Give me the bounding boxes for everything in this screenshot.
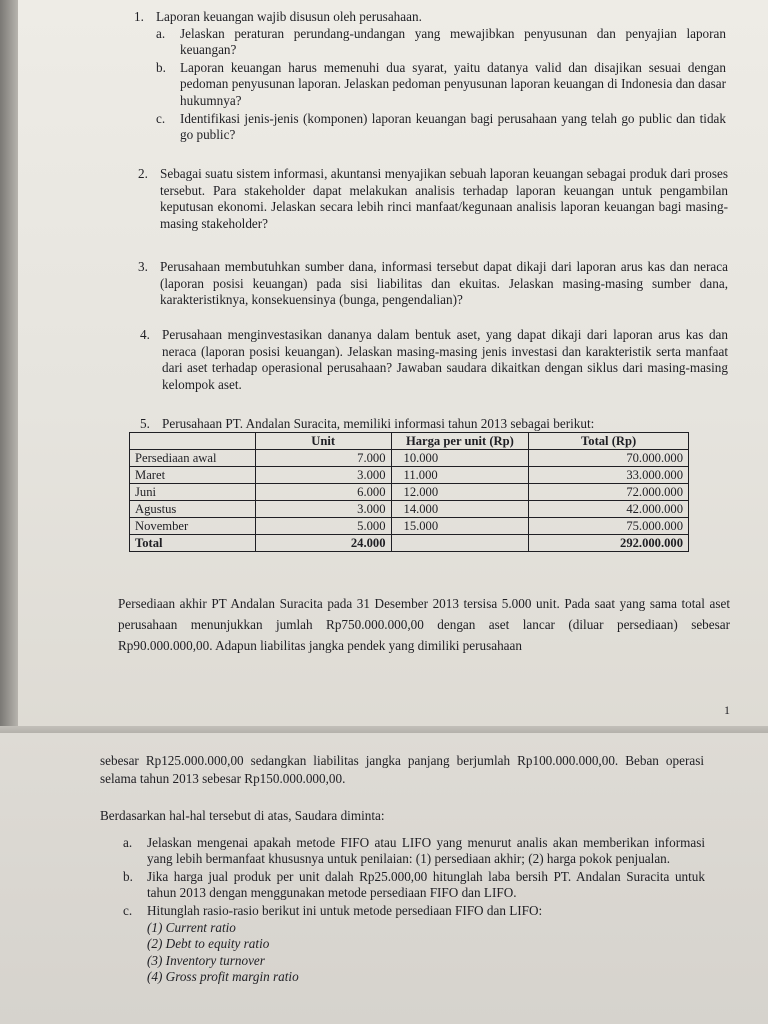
sub-label: b. (123, 868, 133, 884)
sub-text: Jelaskan peraturan perundang-undangan yang mewajibkan penyusunan dan penyajian laporan keuangan? (180, 25, 726, 58)
table-cell: 42.000.000 (529, 501, 689, 518)
ratio-item (147, 920, 705, 936)
table-cell: 7.000 (255, 450, 391, 467)
table-cell: 6.000 (255, 484, 391, 501)
table-cell: Maret (130, 467, 256, 484)
table-row (130, 501, 689, 518)
table-header: Harga per unit (Rp) (391, 433, 529, 450)
paragraph-text: Persediaan akhir PT Andalan Suracita pada 31 Desember 2013 tersisa 5.000 unit. Pada saat yang sama total aset perusahaan menunjukkan jumlah Rp750.000.000,00 dengan aset lancar (diluar persediaan) sebesar Rp90.000.000,00. Adapun liabilitas jangka pendek yang dimiliki perusahaan (118, 596, 730, 653)
question-number: 5. (140, 416, 150, 431)
sub-question-c (123, 903, 705, 919)
question-text: Sebagai suatu sistem informasi, akuntansi menyajikan sebuah laporan keuangan sebagai produk dari proses tersebut. Para stakeholder dapat melakukan analisis terhadap laporan keuangan untuk pengambilan keputusan ekonomi. Jelaskan secara lebih rinci manfaat/kegunaan analisis laporan keuangan bagi masing-masing stakeholder? (160, 166, 728, 231)
table-cell: 70.000.000 (529, 450, 689, 467)
question-5-details (118, 593, 730, 656)
instruction-prompt (100, 808, 704, 825)
table-cell: 72.000.000 (529, 484, 689, 501)
table-cell: 14.000 (391, 501, 529, 518)
sub-question-c (156, 111, 726, 144)
table-cell: 33.000.000 (529, 467, 689, 484)
table-cell: Persediaan awal (130, 450, 256, 467)
table-header-row (130, 433, 689, 450)
table-header (130, 433, 256, 450)
question-text: Perusahaan PT. Andalan Suracita, memiliki informasi tahun 2013 sebagai berikut: (162, 416, 595, 431)
question-2 (138, 166, 728, 232)
table-row (130, 450, 689, 467)
table-total-row (130, 535, 689, 552)
ratio-item (147, 969, 705, 985)
table-cell: November (130, 518, 256, 535)
table-cell (391, 535, 529, 552)
table-cell: 15.000 (391, 518, 529, 535)
ratio-text: (2) Debt to equity ratio (147, 936, 270, 952)
paragraph-text: sebesar Rp125.000.000,00 sedangkan liabilitas jangka panjang berjumlah Rp100.000.000,00. Beban operasi selama tahun 2013 sebesar Rp150.000.000,00. (100, 753, 704, 786)
sub-label: c. (123, 902, 133, 918)
table-cell: 5.000 (255, 518, 391, 535)
table-cell: Juni (130, 484, 256, 501)
table-cell: 292.000.000 (529, 535, 689, 552)
question-number: 2. (138, 166, 148, 181)
sub-text: Hitunglah rasio-rasio berikut ini untuk metode persediaan FIFO dan LIFO: (147, 902, 543, 918)
sub-text: Jika harga jual produk per unit dalah Rp25.000,00 hitunglah laba bersih PT. Andalan Suracita untuk tahun 2013 dengan menggunakan metode persediaan FIFO dan LIFO. (147, 868, 705, 901)
table-cell: 24.000 (255, 535, 391, 552)
ratio-text: (3) Inventory turnover (147, 952, 265, 968)
sub-label: c. (156, 110, 166, 126)
question-4 (140, 327, 728, 393)
sub-label: a. (123, 835, 133, 850)
question-text: Laporan keuangan wajib disusun oleh perusahaan. (156, 9, 422, 24)
sub-questions-list (123, 835, 705, 986)
sub-question-a (123, 835, 705, 868)
table-row (130, 484, 689, 501)
table-cell: Total (130, 535, 256, 552)
ratio-list (123, 920, 705, 986)
question-3 (138, 259, 728, 309)
table-cell: 75.000.000 (529, 518, 689, 535)
question-text: Perusahaan menginvestasikan dananya dalam bentuk aset, yang dapat dikaji dari laporan arus kas dan neraca (laporan posisi keuangan). Jelaskan masing-masing jenis investasi dan karakteristik serta manfaat dari aset terhadap operasional perusahaan? Jawaban saudara dikaitkan dengan siklus dari masing-masing kelompok aset. (162, 327, 728, 392)
table-cell: 3.000 (255, 467, 391, 484)
table-cell: 3.000 (255, 501, 391, 518)
sub-text: Laporan keuangan harus memenuhi dua syarat, yaitu datanya valid dan disajikan sesuai dengan pedoman penyusunan laporan. Jelaskan pedoman penyusunan laporan keuangan di Indonesia dan dasar hukumnya? (180, 59, 726, 108)
sub-text: Identifikasi jenis-jenis (komponen) laporan keuangan bagi perusahaan yang telah go public dan tidak go public? (180, 110, 726, 143)
question-number: 3. (138, 259, 148, 274)
sub-question-b (123, 869, 705, 902)
sub-label: b. (156, 59, 166, 75)
sub-question-b (156, 60, 726, 110)
page-edge-shadow (0, 0, 18, 728)
table-row (130, 518, 689, 535)
question-number: 1. (134, 9, 144, 24)
sub-question-a (156, 26, 726, 59)
sub-text: Jelaskan mengenai apakah metode FIFO atau LIFO yang menurut analis akan memberikan informasi yang lebih bermanfaat khususnya untuk penilaian: (1) persediaan akhir; (2) harga pokok penjualan. (147, 835, 705, 867)
table-cell: 12.000 (391, 484, 529, 501)
table-row (130, 467, 689, 484)
page-number: 1 (724, 703, 730, 717)
continuation-paragraph (100, 752, 704, 788)
ratio-text: (1) Current ratio (147, 920, 236, 936)
question-number: 4. (140, 327, 150, 342)
table-cell: 10.000 (391, 450, 529, 467)
prompt-text: Berdasarkan hal-hal tersebut di atas, Saudara diminta: (100, 808, 385, 823)
ratio-text: (4) Gross profit margin ratio (147, 969, 299, 985)
question-text: Perusahaan membutuhkan sumber dana, informasi tersebut dapat dikaji dari laporan arus kas dan neraca (laporan posisi keuangan) pada sisi liabilitas dan ekuitas. Jelaskan masing-masing sumber dana, karakteristiknya, konsekuensinya (bunga, pengendalian)? (160, 259, 728, 308)
question-1 (134, 9, 726, 145)
table-header: Total (Rp) (529, 433, 689, 450)
table-cell: Agustus (130, 501, 256, 518)
ratio-item (147, 953, 705, 969)
sub-label: a. (156, 25, 166, 41)
inventory-table (129, 432, 689, 552)
table-header: Unit (255, 433, 391, 450)
ratio-item (147, 936, 705, 952)
table-cell: 11.000 (391, 467, 529, 484)
question-5 (140, 416, 730, 433)
